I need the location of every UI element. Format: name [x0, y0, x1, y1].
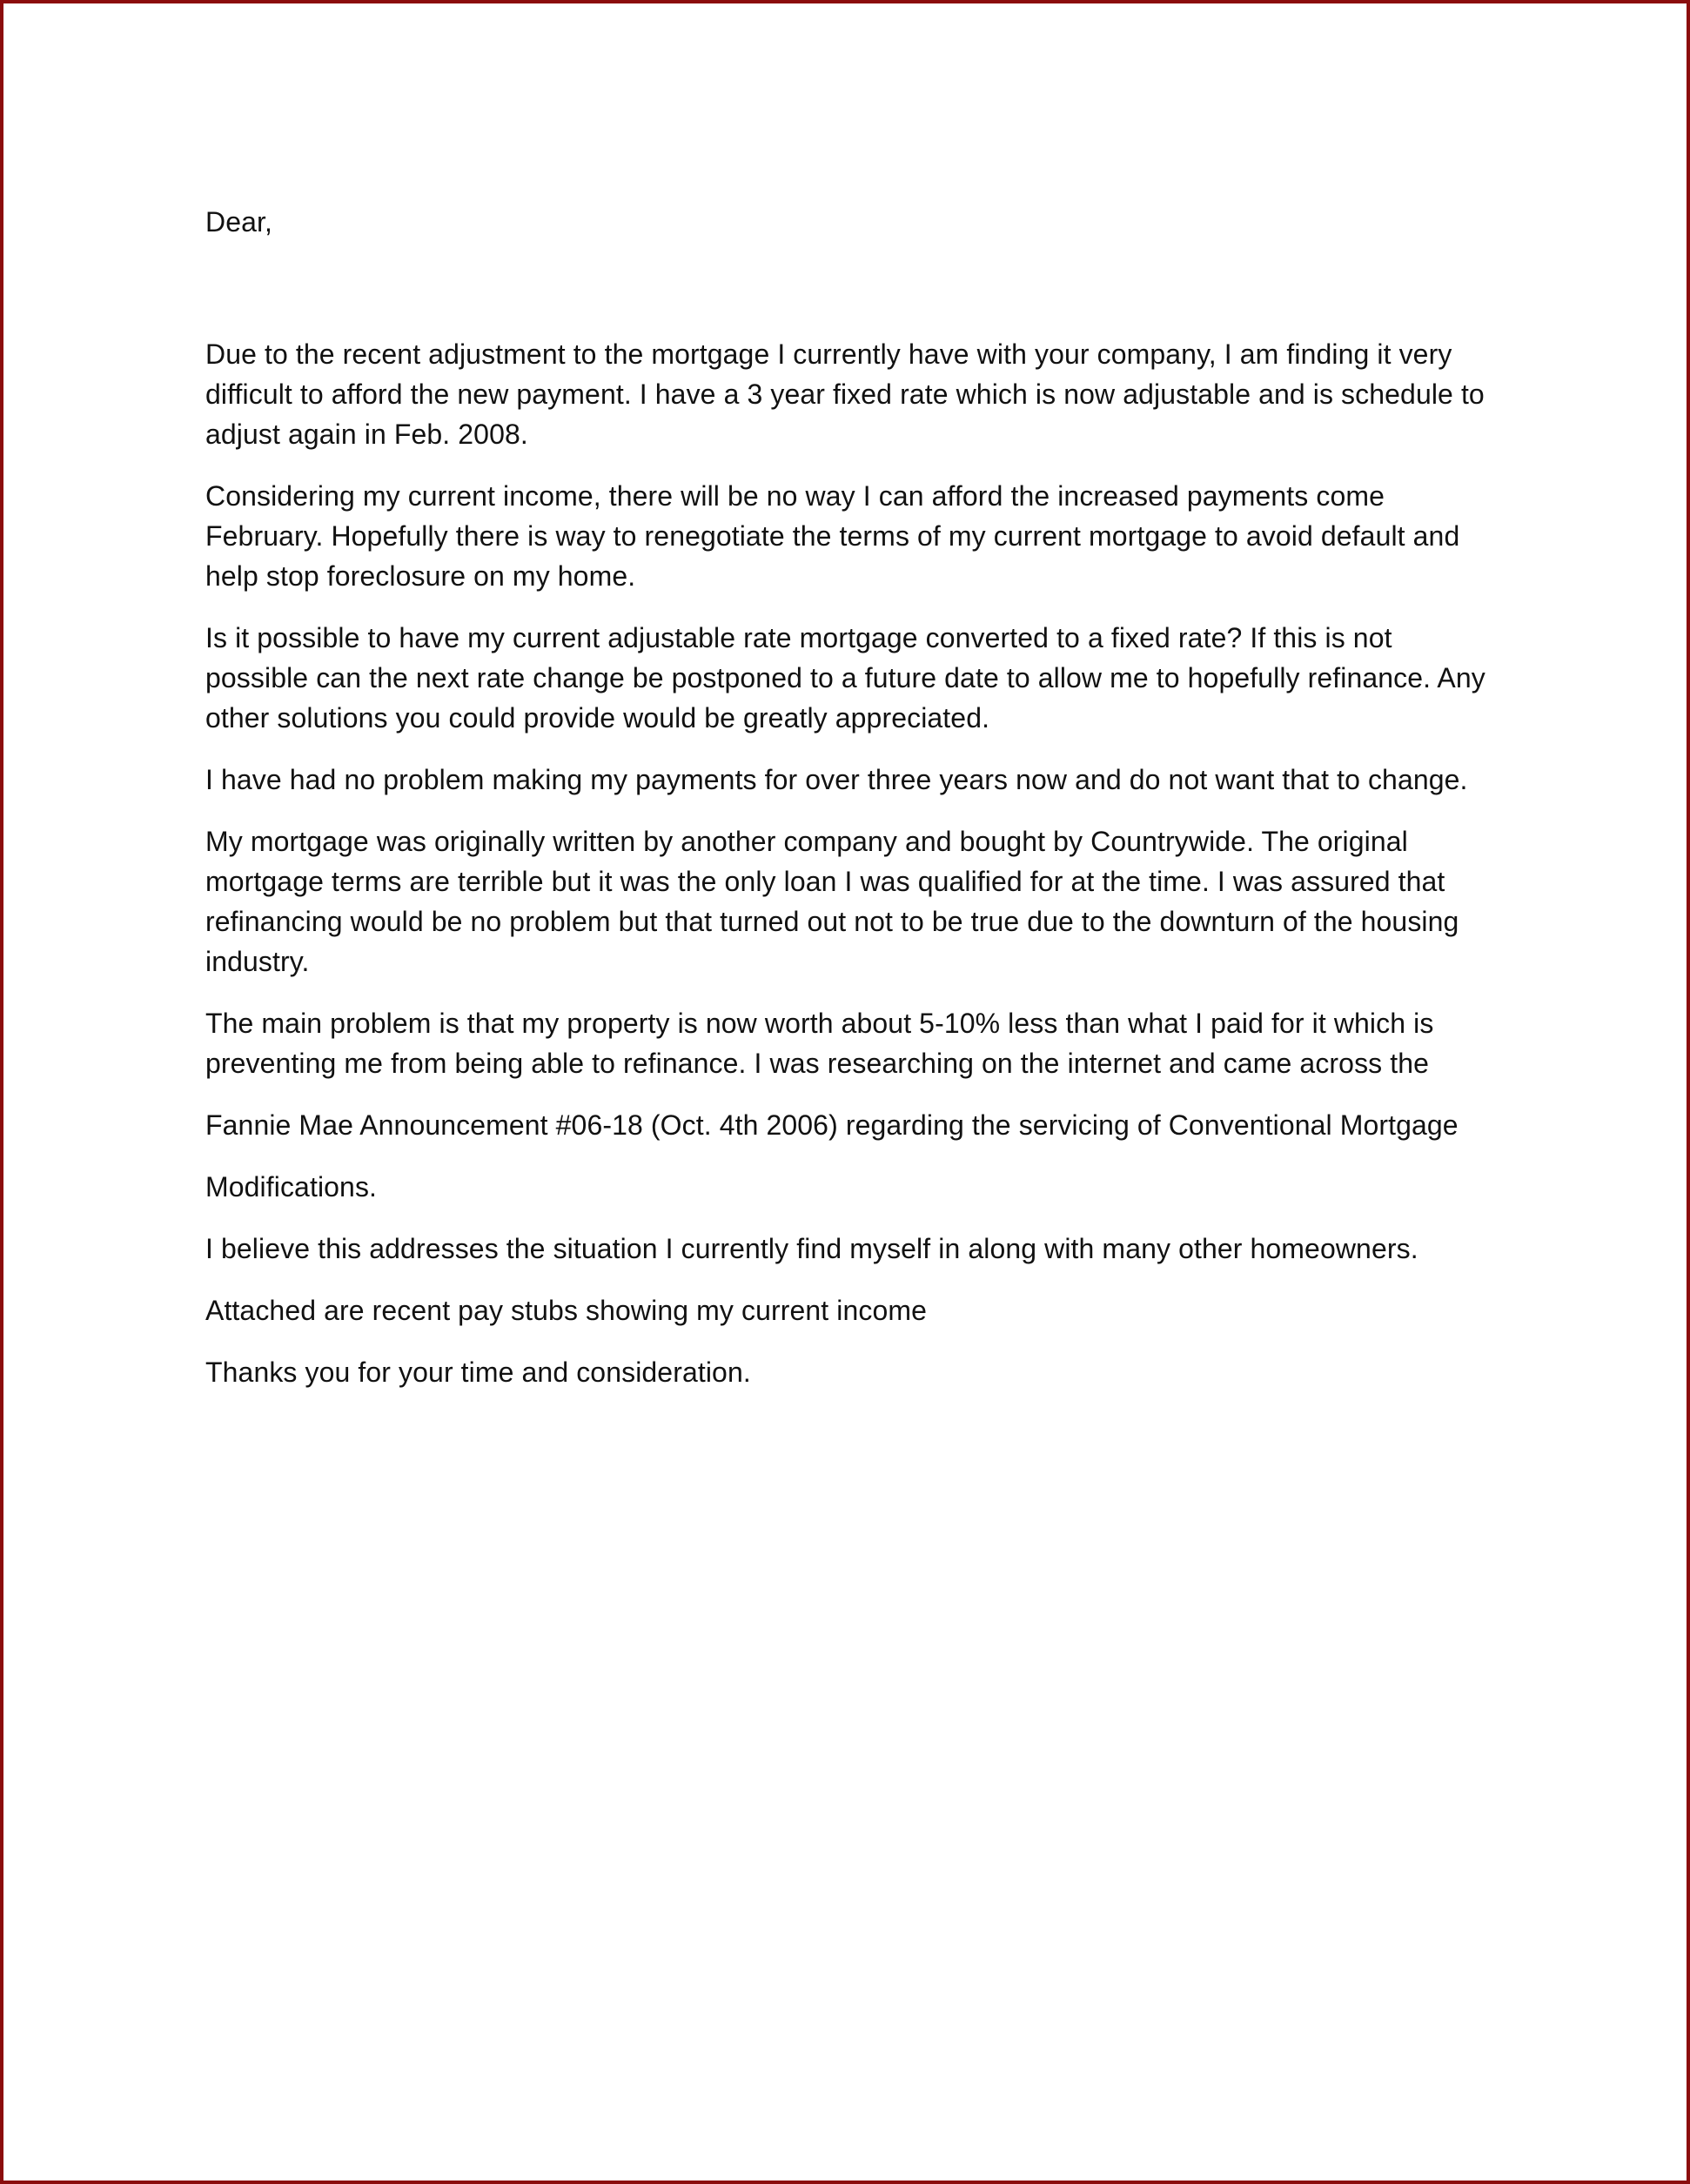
paragraph-situation: I believe this addresses the situation I currently find myself in along with many other homeowners. — [205, 1233, 1418, 1264]
paragraph-closing: Thanks you for your time and consideration. — [205, 1357, 751, 1388]
paragraph-mortgage-origin: My mortgage was originally written by another company and bought by Countrywide. The original mortgage terms are terrible but it was the only loan I was qualified for at the time. I was assured that refinancing would be no problem but that turned out not to be true due to the downturn of the housing industry. — [205, 826, 1459, 977]
letter-body — [205, 202, 1493, 1414]
paragraph-property-value: The main problem is that my property is now worth about 5-10% less than what I paid for it which is preventing me from being able to refinance. I was researching on the internet and came across the — [205, 1008, 1434, 1079]
paragraph-attachments: Attached are recent pay stubs showing my current income — [205, 1295, 928, 1326]
salutation: Dear, — [205, 206, 272, 238]
paragraph-fannie-mae-announcement: Fannie Mae Announcement #06-18 (Oct. 4th 2006) regarding the servicing of Conventional Mortgage — [205, 1109, 1459, 1141]
paragraph-rate-conversion-request: Is it possible to have my current adjustable rate mortgage converted to a fixed rate? If this is not possible can the next rate change be postponed to a future date to allow me to hopefully refinance. Any other solutions you could provide would be greatly appreciated. — [205, 622, 1485, 734]
paragraph-modifications: Modifications. — [205, 1171, 378, 1203]
paragraph-payment-history: I have had no problem making my payments for over three years now and do not want that to change. — [205, 764, 1468, 795]
paragraph-payment-adjustment: Due to the recent adjustment to the mortgage I currently have with your company, I am finding it very difficult to afford the new payment. I have a 3 year fixed rate which is now adjustable and is schedule to adjust again in Feb. 2008. — [205, 338, 1485, 450]
paragraph-income: Considering my current income, there will be no way I can afford the increased payments come February. Hopefully there is way to renegotiate the terms of my current mortgage to avoid default and help stop foreclosure on my home. — [205, 480, 1460, 592]
